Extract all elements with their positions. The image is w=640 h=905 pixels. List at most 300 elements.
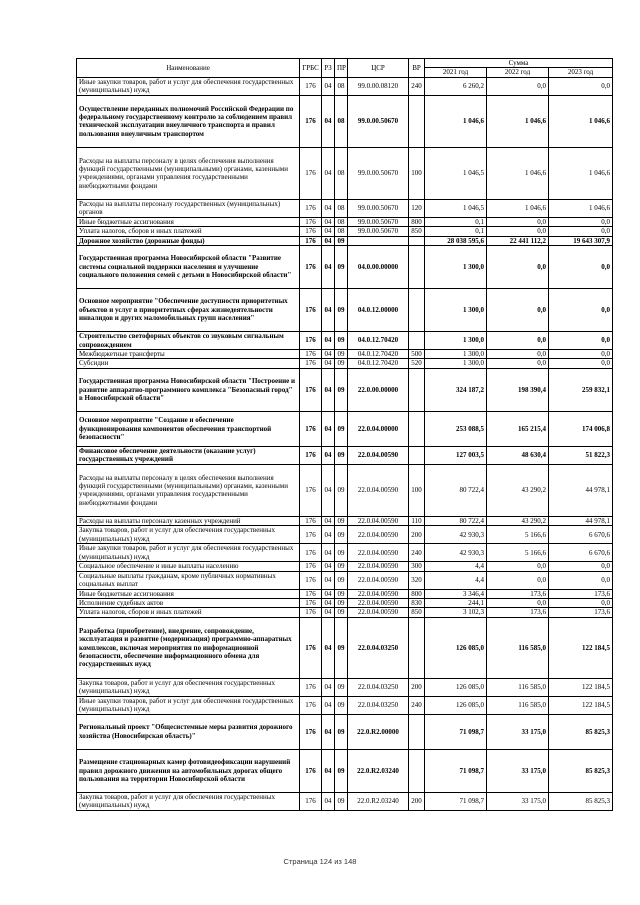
- cell-pr: 09: [335, 571, 348, 589]
- cell-grbs: 176: [300, 589, 322, 598]
- cell-csr: 22.0.R2.03240: [348, 792, 409, 810]
- cell-pr: 08: [335, 199, 348, 217]
- cell-pr: 09: [335, 526, 348, 544]
- cell-name: Дорожное хозяйство (дорожные фонды): [77, 236, 300, 245]
- cell-y2: 22 441 112,2: [487, 236, 549, 245]
- cell-y3: 19 643 307,9: [549, 236, 613, 245]
- cell-rz: 04: [322, 246, 335, 289]
- cell-pr: 09: [335, 562, 348, 571]
- cell-y1: 1 046,5: [425, 147, 487, 199]
- cell-name: Субсидии: [77, 359, 300, 368]
- cell-csr: 22.0.R2.03240: [348, 749, 409, 792]
- cell-name: Финансовое обеспечение деятельности (оказание услуг) государственных учреждений: [77, 446, 300, 464]
- cell-name: Государственная программа Новосибирской области "Развитие системы социальной поддержки населения и улучшение социального положения семей с детьми в Новосибирской области": [77, 246, 300, 289]
- cell-y3: 85 825,3: [549, 792, 613, 810]
- cell-y3: 0,0: [549, 77, 613, 95]
- cell-pr: 09: [335, 516, 348, 525]
- cell-csr: 04.0.12.00000: [348, 289, 409, 332]
- cell-y3: 122 184,5: [549, 678, 613, 696]
- cell-name: Региональный проект "Общесистемные меры развития дорожного хозяйства (Новосибирская область)": [77, 714, 300, 749]
- table-row: [77, 350, 613, 359]
- table-row: [77, 411, 613, 446]
- cell-grbs: 176: [300, 217, 322, 226]
- col-2022-header: 2022 год: [487, 68, 549, 77]
- cell-csr: 22.0.04.00590: [348, 562, 409, 571]
- table-row: [77, 446, 613, 464]
- cell-vr: [409, 749, 425, 792]
- cell-y2: 0,0: [487, 359, 549, 368]
- cell-pr: 09: [335, 350, 348, 359]
- cell-pr: 09: [335, 246, 348, 289]
- cell-y2: 0,0: [487, 562, 549, 571]
- cell-name: Государственная программа Новосибирской области "Построение и развитие аппаратно-программного комплекса "Безопасный город" в Новосибирской области": [77, 368, 300, 411]
- table-row: [77, 227, 613, 236]
- cell-csr: 04.0.00.00000: [348, 246, 409, 289]
- cell-vr: [409, 289, 425, 332]
- cell-csr: 99.0.00.50670: [348, 227, 409, 236]
- cell-y2: 1 046,6: [487, 199, 549, 217]
- cell-grbs: 176: [300, 95, 322, 147]
- cell-rz: 04: [322, 571, 335, 589]
- cell-y3: 44 978,1: [549, 464, 613, 516]
- cell-y1: 71 098,7: [425, 749, 487, 792]
- cell-name: Уплата налогов, сборов и иных платежей: [77, 227, 300, 236]
- cell-grbs: 176: [300, 77, 322, 95]
- cell-csr: 22.0.04.00590: [348, 516, 409, 525]
- cell-y1: 126 085,0: [425, 678, 487, 696]
- cell-y2: 1 046,6: [487, 95, 549, 147]
- table-body: [77, 77, 613, 810]
- budget-table: [76, 58, 613, 811]
- cell-y1: 1 300,0: [425, 350, 487, 359]
- cell-rz: 04: [322, 749, 335, 792]
- cell-rz: 04: [322, 95, 335, 147]
- col-vr-header: ВР: [409, 59, 425, 78]
- cell-y1: 1 046,6: [425, 95, 487, 147]
- cell-y3: 173,6: [549, 589, 613, 598]
- cell-y3: 0,0: [549, 359, 613, 368]
- cell-y1: 3 346,4: [425, 589, 487, 598]
- cell-y1: 1 300,0: [425, 246, 487, 289]
- cell-y1: 3 102,3: [425, 608, 487, 617]
- cell-pr: 09: [335, 464, 348, 516]
- cell-grbs: 176: [300, 289, 322, 332]
- cell-rz: 04: [322, 411, 335, 446]
- cell-name: Закупка товаров, работ и услуг для обеспечения государственных (муниципальных) нужд: [77, 792, 300, 810]
- cell-y1: 127 003,5: [425, 446, 487, 464]
- cell-rz: 04: [322, 464, 335, 516]
- cell-rz: 04: [322, 792, 335, 810]
- cell-pr: 08: [335, 227, 348, 236]
- cell-name: Иные закупки товаров, работ и услуг для обеспечения государственных (муниципальных) нужд: [77, 77, 300, 95]
- cell-grbs: 176: [300, 792, 322, 810]
- cell-pr: 09: [335, 792, 348, 810]
- cell-name: Иные бюджетные ассигнования: [77, 589, 300, 598]
- cell-csr: 04.0.12.70420: [348, 332, 409, 350]
- cell-csr: 99.0.00.50670: [348, 217, 409, 226]
- cell-pr: 09: [335, 332, 348, 350]
- cell-rz: 04: [322, 217, 335, 226]
- col-pr-header: ПР: [335, 59, 348, 78]
- table-row: [77, 714, 613, 749]
- cell-pr: 09: [335, 696, 348, 714]
- cell-rz: 04: [322, 526, 335, 544]
- cell-grbs: 176: [300, 246, 322, 289]
- cell-grbs: 176: [300, 678, 322, 696]
- cell-rz: 04: [322, 544, 335, 562]
- cell-rz: 04: [322, 446, 335, 464]
- cell-vr: 520: [409, 359, 425, 368]
- cell-csr: 99.0.00.08120: [348, 77, 409, 95]
- cell-vr: 800: [409, 589, 425, 598]
- cell-rz: 04: [322, 350, 335, 359]
- cell-y2: 0,0: [487, 217, 549, 226]
- cell-name: Осуществление переданных полномочий Российской Федерации по федеральному государственному контролю за соблюдением правил технической эксплуатации внеуличного транспорта и правил пользования внеуличным транспортом: [77, 95, 300, 147]
- cell-y2: 33 175,0: [487, 714, 549, 749]
- cell-y1: 71 098,7: [425, 792, 487, 810]
- cell-name: Расходы на выплаты персоналу в целях обеспечения выполнения функций государственными (муниципальными) органами, казенными учреждениями, органами управления государственными внебюджетными фондами: [77, 464, 300, 516]
- cell-pr: 08: [335, 95, 348, 147]
- cell-csr: 22.0.04.00590: [348, 464, 409, 516]
- cell-y2: 0,0: [487, 246, 549, 289]
- cell-grbs: 176: [300, 617, 322, 678]
- cell-name: Основное мероприятие "Создание и обеспечение функционирования компонентов обеспечения транспортной безопасности": [77, 411, 300, 446]
- cell-vr: 300: [409, 562, 425, 571]
- cell-vr: [409, 236, 425, 245]
- cell-rz: 04: [322, 617, 335, 678]
- cell-vr: 240: [409, 77, 425, 95]
- cell-pr: 08: [335, 77, 348, 95]
- cell-y3: 122 184,5: [549, 696, 613, 714]
- cell-pr: 09: [335, 714, 348, 749]
- cell-csr: 22.0.R2.00000: [348, 714, 409, 749]
- cell-name: Иные бюджетные ассигнования: [77, 217, 300, 226]
- cell-name: Иные закупки товаров, работ и услуг для обеспечения государственных (муниципальных) нужд: [77, 544, 300, 562]
- cell-y1: 71 098,7: [425, 714, 487, 749]
- cell-y2: 0,0: [487, 289, 549, 332]
- cell-csr: [348, 236, 409, 245]
- cell-vr: 200: [409, 792, 425, 810]
- cell-y2: 43 290,2: [487, 516, 549, 525]
- cell-y2: 33 175,0: [487, 749, 549, 792]
- cell-rz: 04: [322, 678, 335, 696]
- cell-name: Социальные выплаты гражданам, кроме публичных нормативных социальных выплат: [77, 571, 300, 589]
- cell-y1: 0,1: [425, 217, 487, 226]
- cell-name: Расходы на выплаты персоналу казенных учреждений: [77, 516, 300, 525]
- cell-grbs: 176: [300, 446, 322, 464]
- cell-y2: 1 046,6: [487, 147, 549, 199]
- cell-y3: 51 822,3: [549, 446, 613, 464]
- cell-y3: 1 046,6: [549, 199, 613, 217]
- cell-rz: 04: [322, 227, 335, 236]
- table-row: [77, 359, 613, 368]
- cell-name: Строительство светофорных объектов со звуковым сигнальным сопровождением: [77, 332, 300, 350]
- cell-y3: 1 046,6: [549, 95, 613, 147]
- cell-vr: [409, 446, 425, 464]
- cell-vr: [409, 714, 425, 749]
- table-row: [77, 571, 613, 589]
- cell-grbs: 176: [300, 368, 322, 411]
- table-row: [77, 608, 613, 617]
- table-row: [77, 464, 613, 516]
- table-row: [77, 589, 613, 598]
- cell-grbs: 176: [300, 696, 322, 714]
- cell-rz: 04: [322, 599, 335, 608]
- cell-y3: 259 832,1: [549, 368, 613, 411]
- cell-pr: 09: [335, 446, 348, 464]
- cell-pr: 09: [335, 617, 348, 678]
- cell-y3: 85 825,3: [549, 714, 613, 749]
- cell-csr: 99.0.00.50670: [348, 199, 409, 217]
- cell-y2: 198 390,4: [487, 368, 549, 411]
- cell-vr: 240: [409, 696, 425, 714]
- cell-rz: 04: [322, 289, 335, 332]
- table-row: [77, 544, 613, 562]
- cell-rz: 04: [322, 332, 335, 350]
- cell-name: Расходы на выплаты персоналу государственных (муниципальных) органов: [77, 199, 300, 217]
- cell-csr: 22.0.00.00000: [348, 368, 409, 411]
- cell-y3: 174 006,8: [549, 411, 613, 446]
- cell-y1: 253 088,5: [425, 411, 487, 446]
- cell-y2: 43 290,2: [487, 464, 549, 516]
- header-row: [77, 59, 613, 68]
- cell-y2: 0,0: [487, 571, 549, 589]
- cell-pr: 09: [335, 368, 348, 411]
- cell-pr: 09: [335, 599, 348, 608]
- cell-rz: 04: [322, 589, 335, 598]
- cell-y1: 1 300,0: [425, 359, 487, 368]
- cell-grbs: 176: [300, 571, 322, 589]
- cell-grbs: 176: [300, 562, 322, 571]
- cell-pr: 09: [335, 411, 348, 446]
- cell-y1: 4,4: [425, 562, 487, 571]
- cell-y2: 0,0: [487, 227, 549, 236]
- table-row: [77, 199, 613, 217]
- cell-y3: 6 670,6: [549, 526, 613, 544]
- cell-vr: 830: [409, 599, 425, 608]
- cell-y1: 0,1: [425, 227, 487, 236]
- cell-y2: 33 175,0: [487, 792, 549, 810]
- table-row: [77, 617, 613, 678]
- cell-y3: 6 670,6: [549, 544, 613, 562]
- cell-csr: 22.0.04.00590: [348, 571, 409, 589]
- cell-csr: 99.0.00.50670: [348, 147, 409, 199]
- cell-y1: 42 930,3: [425, 526, 487, 544]
- cell-rz: 04: [322, 562, 335, 571]
- cell-y1: 1 046,5: [425, 199, 487, 217]
- cell-y1: 4,4: [425, 571, 487, 589]
- cell-name: Размещение стационарных камер фотовидеофиксации нарушений правил дорожного движения на автомобильных дорогах общего пользования на территории Новосибирской области: [77, 749, 300, 792]
- cell-rz: 04: [322, 714, 335, 749]
- cell-grbs: 176: [300, 227, 322, 236]
- cell-vr: 850: [409, 227, 425, 236]
- cell-y2: 5 166,6: [487, 544, 549, 562]
- cell-y3: 0,0: [549, 350, 613, 359]
- cell-pr: 08: [335, 217, 348, 226]
- table-row: [77, 147, 613, 199]
- table-row: [77, 95, 613, 147]
- cell-vr: 200: [409, 526, 425, 544]
- cell-y3: 0,0: [549, 246, 613, 289]
- col-2023-header: 2023 год: [549, 68, 613, 77]
- cell-pr: 09: [335, 749, 348, 792]
- cell-rz: 04: [322, 696, 335, 714]
- cell-name: Межбюджетные трансферты: [77, 350, 300, 359]
- cell-y1: 126 085,0: [425, 617, 487, 678]
- cell-pr: 09: [335, 236, 348, 245]
- table-row: [77, 516, 613, 525]
- cell-pr: 09: [335, 359, 348, 368]
- cell-pr: 09: [335, 544, 348, 562]
- table-row: [77, 368, 613, 411]
- cell-pr: 09: [335, 678, 348, 696]
- cell-y2: 0,0: [487, 77, 549, 95]
- page-number: Страница 124 из 148: [283, 857, 357, 866]
- cell-csr: 04.0.12.70420: [348, 350, 409, 359]
- cell-grbs: 176: [300, 199, 322, 217]
- cell-pr: 09: [335, 289, 348, 332]
- cell-rz: 04: [322, 368, 335, 411]
- table-row: [77, 217, 613, 226]
- cell-y2: 0,0: [487, 332, 549, 350]
- col-2021-header: 2021 год: [425, 68, 487, 77]
- cell-y3: 0,0: [549, 217, 613, 226]
- cell-y1: 126 085,0: [425, 696, 487, 714]
- cell-csr: 22.0.04.00590: [348, 608, 409, 617]
- cell-y3: 0,0: [549, 562, 613, 571]
- cell-vr: 500: [409, 350, 425, 359]
- cell-y3: 173,6: [549, 608, 613, 617]
- cell-csr: 22.0.04.03250: [348, 617, 409, 678]
- cell-y2: 5 166,6: [487, 526, 549, 544]
- cell-grbs: 176: [300, 599, 322, 608]
- cell-csr: 22.0.04.03250: [348, 678, 409, 696]
- cell-grbs: 176: [300, 411, 322, 446]
- cell-rz: 04: [322, 199, 335, 217]
- cell-y1: 324 187,2: [425, 368, 487, 411]
- cell-rz: 04: [322, 236, 335, 245]
- cell-csr: 22.0.04.00590: [348, 544, 409, 562]
- cell-vr: 200: [409, 678, 425, 696]
- cell-y3: 0,0: [549, 332, 613, 350]
- cell-y1: 6 260,2: [425, 77, 487, 95]
- cell-vr: 320: [409, 571, 425, 589]
- cell-grbs: 176: [300, 516, 322, 525]
- col-rz-header: РЗ: [322, 59, 335, 78]
- cell-vr: 110: [409, 516, 425, 525]
- table-row: [77, 792, 613, 810]
- cell-y2: 48 630,4: [487, 446, 549, 464]
- table-row: [77, 332, 613, 350]
- cell-name: Иные закупки товаров, работ и услуг для обеспечения государственных (муниципальных) нужд: [77, 696, 300, 714]
- col-grbs-header: ГРБС: [300, 59, 322, 78]
- cell-y3: 0,0: [549, 599, 613, 608]
- cell-y3: 0,0: [549, 571, 613, 589]
- cell-y2: 116 585,0: [487, 696, 549, 714]
- col-csr-header: ЦСР: [348, 59, 409, 78]
- cell-y1: 28 038 595,6: [425, 236, 487, 245]
- cell-rz: 04: [322, 608, 335, 617]
- cell-csr: 22.0.04.00000: [348, 411, 409, 446]
- cell-csr: 04.0.12.70420: [348, 359, 409, 368]
- document-page: [76, 58, 612, 811]
- table-row: [77, 678, 613, 696]
- cell-csr: 99.0.00.50670: [348, 95, 409, 147]
- cell-grbs: 176: [300, 608, 322, 617]
- cell-vr: [409, 617, 425, 678]
- cell-y2: 116 585,0: [487, 678, 549, 696]
- cell-vr: [409, 95, 425, 147]
- cell-name: Уплата налогов, сборов и иных платежей: [77, 608, 300, 617]
- cell-vr: 240: [409, 544, 425, 562]
- cell-pr: 08: [335, 147, 348, 199]
- cell-grbs: 176: [300, 544, 322, 562]
- cell-rz: 04: [322, 147, 335, 199]
- cell-y1: 80 722,4: [425, 464, 487, 516]
- cell-y2: 116 585,0: [487, 617, 549, 678]
- cell-name: Закупка товаров, работ и услуг для обеспечения государственных (муниципальных) нужд: [77, 678, 300, 696]
- cell-csr: 22.0.04.00590: [348, 446, 409, 464]
- cell-vr: [409, 368, 425, 411]
- cell-grbs: 176: [300, 526, 322, 544]
- cell-name: Разработка (приобретение), внедрение, сопровождение, эксплуатация и развитие (модернизация) программно-аппаратных комплексов, включая мероприятия по информационной безопасности, обеспечение информационного обмена для государственных нужд: [77, 617, 300, 678]
- table-row: [77, 562, 613, 571]
- cell-csr: 22.0.04.00590: [348, 589, 409, 598]
- table-row: [77, 289, 613, 332]
- table-row: [77, 246, 613, 289]
- cell-y3: 122 184,5: [549, 617, 613, 678]
- cell-y2: 173,6: [487, 589, 549, 598]
- col-sum-header: Сумма: [425, 59, 613, 68]
- cell-rz: 04: [322, 516, 335, 525]
- cell-vr: 800: [409, 217, 425, 226]
- cell-vr: [409, 411, 425, 446]
- cell-y3: 1 046,6: [549, 147, 613, 199]
- cell-y2: 0,0: [487, 599, 549, 608]
- cell-csr: 22.0.04.03250: [348, 696, 409, 714]
- cell-y2: 165 215,4: [487, 411, 549, 446]
- cell-grbs: 176: [300, 147, 322, 199]
- cell-grbs: 176: [300, 332, 322, 350]
- cell-vr: 100: [409, 147, 425, 199]
- cell-grbs: 176: [300, 464, 322, 516]
- cell-y2: 173,6: [487, 608, 549, 617]
- cell-vr: 100: [409, 464, 425, 516]
- cell-grbs: 176: [300, 350, 322, 359]
- cell-y1: 244,1: [425, 599, 487, 608]
- cell-rz: 04: [322, 77, 335, 95]
- cell-name: Расходы на выплаты персоналу в целях обеспечения выполнения функций государственными (муниципальными) органами, казенными учреждениями, органами управления государственными внебюджетными фондами: [77, 147, 300, 199]
- cell-y3: 0,0: [549, 227, 613, 236]
- cell-csr: 22.0.04.00590: [348, 526, 409, 544]
- table-row: [77, 696, 613, 714]
- cell-y1: 1 300,0: [425, 289, 487, 332]
- cell-name: Исполнение судебных актов: [77, 599, 300, 608]
- table-row: [77, 749, 613, 792]
- cell-pr: 09: [335, 608, 348, 617]
- cell-grbs: 176: [300, 749, 322, 792]
- cell-y2: 0,0: [487, 350, 549, 359]
- cell-vr: 850: [409, 608, 425, 617]
- cell-grbs: 176: [300, 236, 322, 245]
- cell-y1: 1 300,0: [425, 332, 487, 350]
- cell-name: Социальное обеспечение и иные выплаты населению: [77, 562, 300, 571]
- cell-grbs: 176: [300, 714, 322, 749]
- table-row: [77, 77, 613, 95]
- cell-y3: 44 978,1: [549, 516, 613, 525]
- col-name-header: Наименование: [77, 59, 300, 78]
- cell-pr: 09: [335, 589, 348, 598]
